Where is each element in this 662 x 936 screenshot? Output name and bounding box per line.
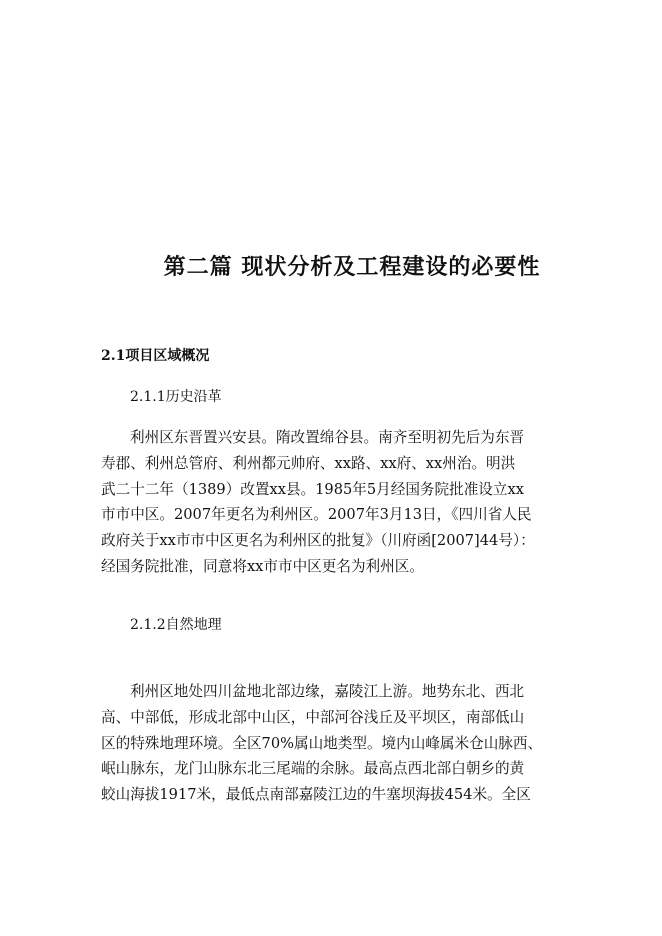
paragraph-history [101, 425, 571, 580]
paragraph-line: 蛟山海拔1917米，最低点南部嘉陵江边的牛塞坝海拔454米。全区 [101, 786, 531, 804]
paragraph-geography [101, 679, 571, 808]
paragraph-line: 区的特殊地理环境。全区70%属山地类型。境内山峰属米仓山脉西、 [101, 734, 543, 752]
paragraph-line: 政府关于xx市市中区更名为利州区的批复》（川府函[2007]44号）： [101, 532, 535, 550]
subsection-heading-history: 2.1.1历史沿革 [130, 389, 222, 405]
paragraph-line: 高、中部低，形成北部中山区，中部河谷浅丘及平坝区，南部低山 [101, 708, 525, 726]
paragraph-line: 利州区地处四川盆地北部边缘，嘉陵江上游。地势东北、西北 [130, 683, 525, 700]
paragraph-line: 市市中区。2007年更名为利州区。2007年3月13日，《四川省人民 [101, 506, 532, 524]
paragraph-line: 武二十二年（1389）改置xx县。1985年5月经国务院批准设立xx [101, 480, 524, 498]
paragraph-line: 寿郡、利州总管府、利州都元帅府、xx路、xx府、xx州治。明洪 [101, 454, 516, 472]
section-heading: 2.1项目区域概况 [101, 348, 210, 364]
paragraph-line: 利州区东晋置兴安县。隋改置绵谷县。南齐至明初先后为东晋 [130, 429, 525, 446]
paragraph-line: 岷山脉东，龙门山脉东北三尾端的余脉。最高点西北部白朝乡的黄 [101, 760, 525, 778]
subsection-heading-geography: 2.1.2自然地理 [130, 617, 222, 633]
chapter-title: 第二篇 现状分析及工程建设的必要性 [163, 254, 541, 280]
paragraph-line: 经国务院批准，同意将xx市市中区更名为利州区。 [101, 557, 424, 575]
